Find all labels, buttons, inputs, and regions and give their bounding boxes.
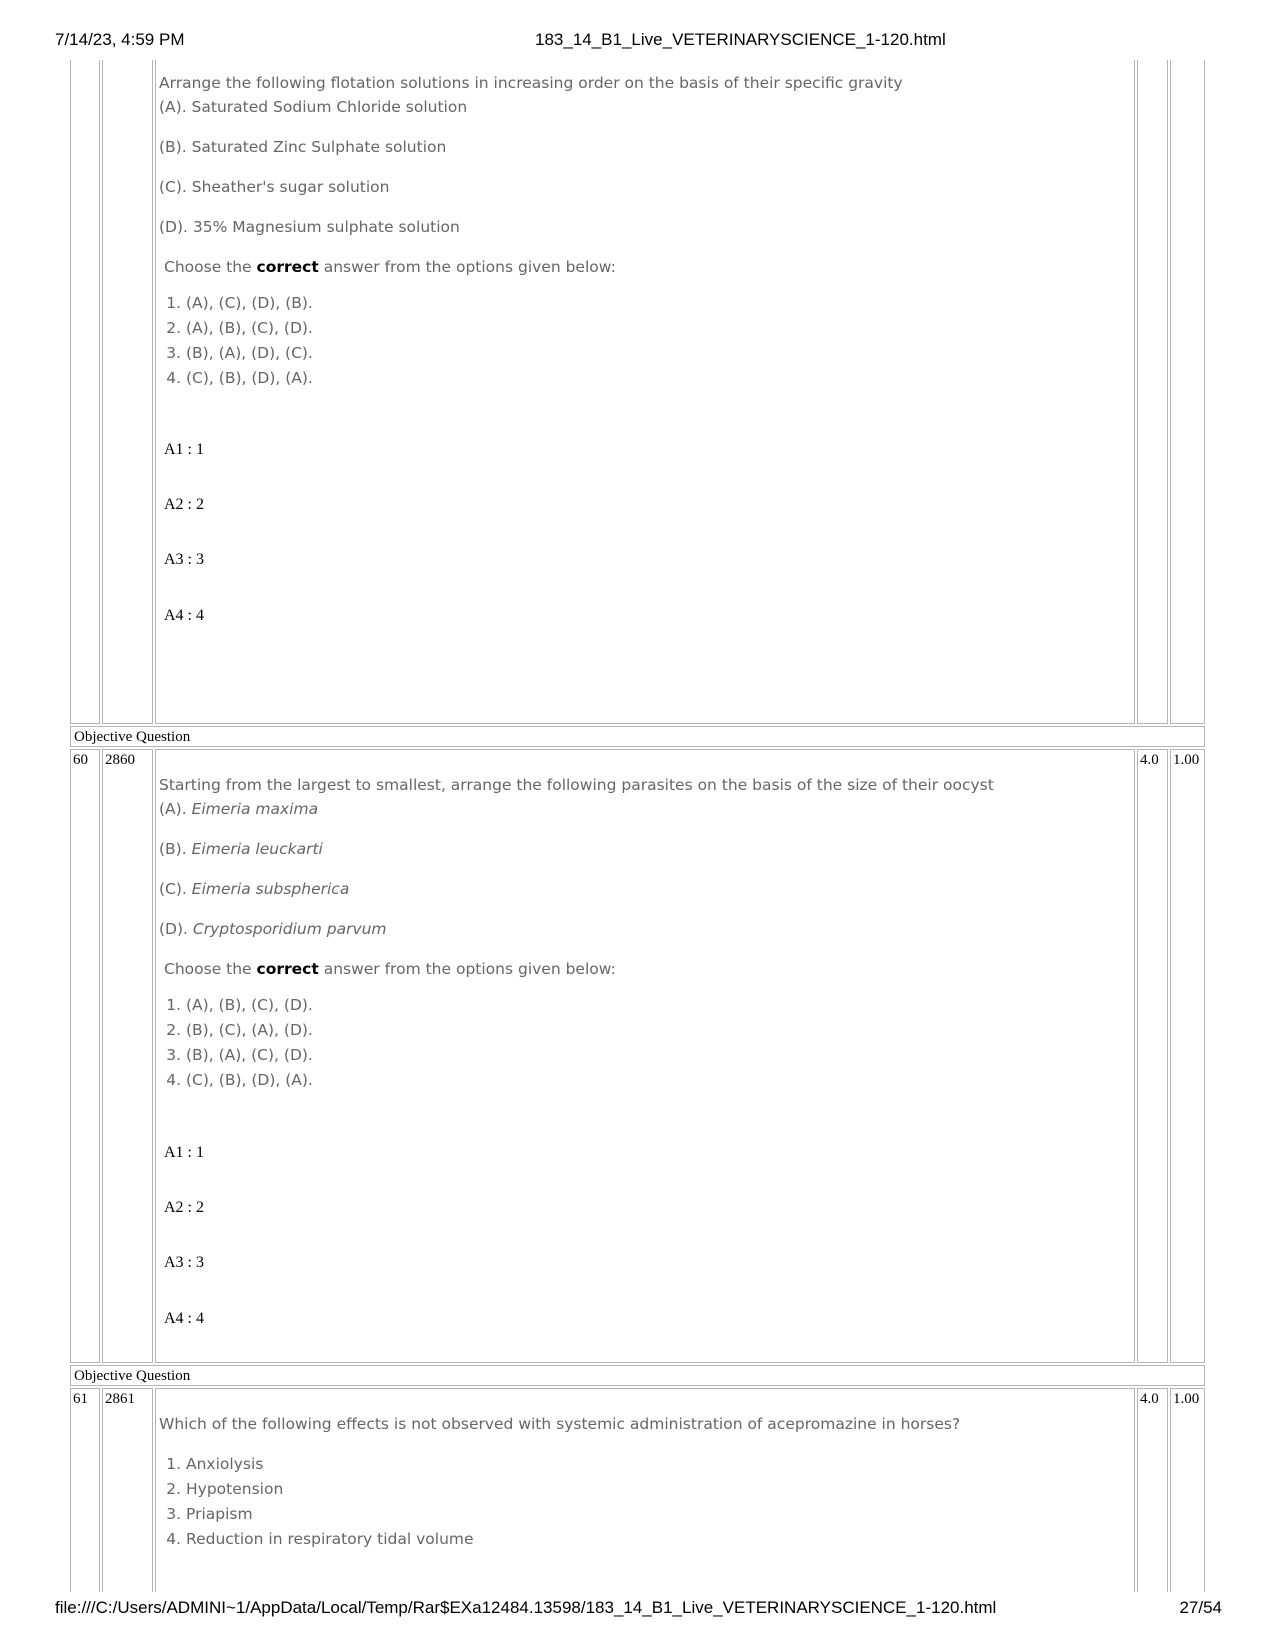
q60-option-3: 3. (B), (A), (C), (D). xyxy=(186,1043,313,1068)
section-label-row xyxy=(70,726,1205,747)
q59-body-cell xyxy=(155,60,1135,724)
q59-item-a: (A). Saturated Sodium Chloride solution xyxy=(159,98,468,116)
q60-body-cell xyxy=(155,749,1135,1363)
q60-answer-4: A4 : 4 xyxy=(164,1310,204,1327)
q59-option-2: 2. (A), (B), (C), (D). xyxy=(186,316,313,341)
q59-option-list xyxy=(156,291,313,391)
section-label: Objective Question xyxy=(74,729,191,745)
q59-neg-cell xyxy=(1170,60,1205,724)
print-doc-title: 183_14_B1_Live_VETERINARYSCIENCE_1-120.html xyxy=(535,30,946,49)
q60-num-cell xyxy=(70,749,100,1363)
q61-option-1: 1. Anxiolysis xyxy=(186,1452,474,1477)
q59-answer-4: A4 : 4 xyxy=(164,607,204,624)
q61-marks: 4.0 xyxy=(1140,1391,1159,1407)
q59-instruction: Choose the correct answer from the options given below: xyxy=(164,258,616,276)
q60-option-1: 1. (A), (B), (C), (D). xyxy=(186,993,313,1018)
q60-answer-2: A2 : 2 xyxy=(164,1199,204,1216)
q59-option-1: 1. (A), (C), (D), (B). xyxy=(186,291,313,316)
q59-item-d: (D). 35% Magnesium sulphate solution xyxy=(159,218,460,236)
section-label: Objective Question xyxy=(74,1368,191,1384)
q60-item-d: (D). Cryptosporidium parvum xyxy=(159,920,387,938)
q61-num-cell xyxy=(70,1388,100,1592)
print-file-path: file:///C:/Users/ADMINI~1/AppData/Local/Temp/Rar$EXa12484.13598/183_14_B1_Live_VETERINARYSCIENCE_1-120.html xyxy=(55,1598,997,1617)
q60-negative-marks: 1.00 xyxy=(1173,752,1200,768)
q60-marks-cell xyxy=(1137,749,1168,1363)
q60-id-cell xyxy=(102,749,153,1363)
q61-option-list xyxy=(156,1452,474,1552)
q59-num-cell xyxy=(70,60,100,724)
print-header xyxy=(0,30,1275,52)
section-label-row xyxy=(70,1365,1205,1386)
q60-neg-cell xyxy=(1170,749,1205,1363)
q61-number: 61 xyxy=(73,1391,88,1407)
q61-body-cell xyxy=(155,1388,1135,1592)
q61-option-4: 4. Reduction in respiratory tidal volume xyxy=(186,1527,474,1552)
print-datetime: 7/14/23, 4:59 PM xyxy=(55,30,185,49)
q59-option-4: 4. (C), (B), (D), (A). xyxy=(186,366,313,391)
q61-stem: Which of the following effects is not observed with systemic administration of acepromazine in horses? xyxy=(159,1415,961,1433)
q60-instruction: Choose the correct answer from the options given below: xyxy=(164,960,616,978)
q60-option-list xyxy=(156,993,313,1093)
print-footer xyxy=(0,1598,1275,1620)
q61-marks-cell xyxy=(1137,1388,1168,1592)
q60-option-2: 2. (B), (C), (A), (D). xyxy=(186,1018,313,1043)
q60-answer-1: A1 : 1 xyxy=(164,1144,204,1161)
q61-option-2: 2. Hypotension xyxy=(186,1477,474,1502)
q61-neg-cell xyxy=(1170,1388,1205,1592)
q60-marks: 4.0 xyxy=(1140,752,1159,768)
q61-id: 2861 xyxy=(105,1391,135,1407)
page-number: 27/54 xyxy=(1179,1598,1222,1617)
q60-item-c: (C). Eimeria subspherica xyxy=(159,880,350,898)
q60-answer-3: A3 : 3 xyxy=(164,1254,204,1271)
q59-answer-3: A3 : 3 xyxy=(164,551,204,568)
q60-item-a: (A). Eimeria maxima xyxy=(159,800,319,818)
q60-number: 60 xyxy=(73,752,88,768)
q59-id-cell xyxy=(102,60,153,724)
q60-id: 2860 xyxy=(105,752,135,768)
q61-negative-marks: 1.00 xyxy=(1173,1391,1200,1407)
q59-marks-cell xyxy=(1137,60,1168,724)
q59-option-3: 3. (B), (A), (D), (C). xyxy=(186,341,313,366)
q59-answer-2: A2 : 2 xyxy=(164,496,204,513)
q61-id-cell xyxy=(102,1388,153,1592)
q59-stem: Arrange the following flotation solutions in increasing order on the basis of their specific gravity xyxy=(159,74,903,92)
q60-option-4: 4. (C), (B), (D), (A). xyxy=(186,1068,313,1093)
q59-item-c: (C). Sheather's sugar solution xyxy=(159,178,390,196)
q61-option-3: 3. Priapism xyxy=(186,1502,474,1527)
q59-item-b: (B). Saturated Zinc Sulphate solution xyxy=(159,138,447,156)
q60-item-b: (B). Eimeria leuckarti xyxy=(159,840,323,858)
q59-answer-1: A1 : 1 xyxy=(164,441,204,458)
question-table xyxy=(70,60,1205,1592)
q60-stem: Starting from the largest to smallest, arrange the following parasites on the basis of the size of their oocyst xyxy=(159,776,994,794)
